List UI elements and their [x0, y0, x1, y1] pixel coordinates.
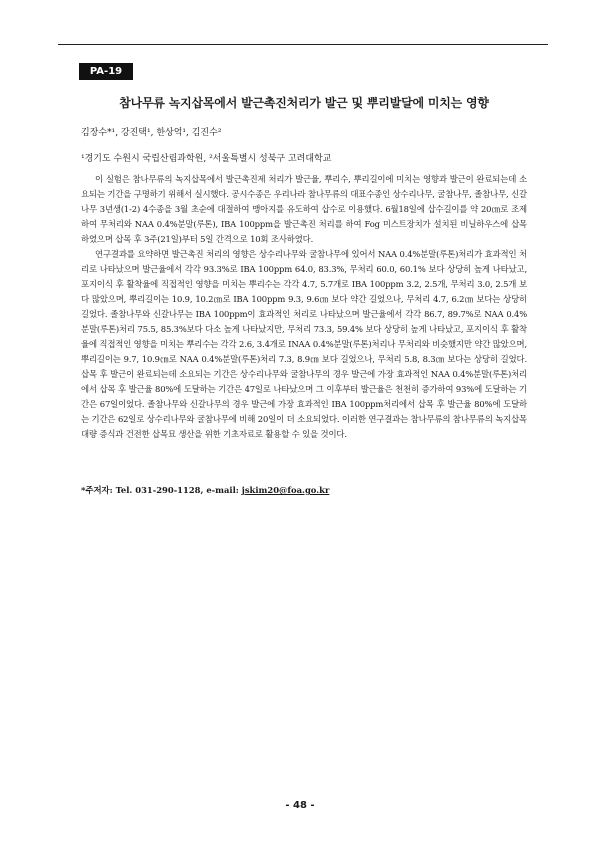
abstract-paragraph: 이 실험은 참나무류의 녹지삽목에서 발근촉진제 처리가 발근율, 뿌리수, 뿌리길이에 미치는 영향과 발근이 완료되는데 소요되는 기간을 구명하기 위해서 실시했다. 공시수종은 우리나라 참나무류의 대표수종인 상수리나무, 굴참나무, 졸참나무, 신갈나무 3년생(1-2) 4수종을 3월 초순에 대절하여 맹아지를 유도하여 삽수로 이용했다. 6월18일에 삽수길이를 약 20㎝로 조제하여 무처리와 NAA 0.4%분말(루톤), IBA 100ppm을 발근촉진 처리를 하여 Fog 미스트장치가 설치된 비닐하우스에 삽목하였으며 삽목 후 3주(21일)부터 5일 간격으로 10회 조사하였다. [81, 174, 527, 244]
corresponding-author-contact [81, 484, 329, 496]
abstract-body [81, 172, 527, 442]
paper-title: 참나무류 녹지삽목에서 발근촉진처리가 발근 및 뿌리발달에 미치는 영향 [119, 96, 489, 110]
author-list: 김장수*¹, 강진택¹, 한상억¹, 김진수² [81, 128, 222, 138]
top-rule [58, 44, 548, 45]
contact-details: *주저자: Tel. 031-290-1128, e-mail: [81, 485, 242, 495]
session-badge: PA-19 [79, 63, 133, 80]
abstract-paragraph: 연구결과를 요약하면 발근촉진 처리의 영향은 상수리나무와 굴참나무에 있어서 NAA 0.4%분말(루톤)처리가 효과적인 처리로 나타났으며 발근율에서 각각 93.3%로 IBA 100ppm 64.0, 83.3%, 무처리 60.0, 60.1% 보다 상당히 높게 나타났고, 포지이식 후 활착율에 직접적인 영향을 미치는 뿌리수는 각각 4.7, 5.7개로 IBA 100ppm 3.2, 2.5개, 무처리 3.0, 2.5개 보다 많았으며, 뿌리길이는 10.9, 10.2㎝로 IBA 100ppm 9.3, 9.6㎝ 보다 약간 길었으나, 무처리 4.7, 6.2㎝ 보다는 상당히 길었다. 졸참나무와 신갈나무는 IBA 100ppm이 효과적인 처리로 나타났으며 발근율에서 각각 86.7, 89.7%로 NAA 0.4%분말(루톤)처리 75.5, 85.3%보다 다소 높게 나타났지만, 무처리 73.3, 59.4% 보다 상당히 높게 나타났고, 포지이식 후 활착율에 직접적인 영향을 미치는 뿌리수는 각각 2.6, 3.4개로 INAA 0.4%분말(루톤)처리나 무처리와 비슷했지만 약간 많았으며, 뿌리길이는 9.7, 10.9㎝로 NAA 0.4%분말(루톤)처리 7.3, 8.9㎝ 보다 길었으나, 무처리 5.8, 8.3㎝ 보다는 상당히 길었다. 삽목 후 발근이 완료되는데 소요되는 기간은 상수리나무와 굴참나무의 경우 발근에 가장 효과적인 NAA 0.4%분말(루톤)처리에서 삽목 후 발근율 80%에 도달하는 기간은 47일로 나타났으며 그 이후부터 발근율은 천천히 증가하여 93%에 도달하는 기간은 67일이었다. 졸참나무와 신갈나무의 경우 발근에 가장 효과적인 IBA 100ppm처리에서 삽목 후 발근율 80%에 도달하는 기간은 62일로 상수리나무와 굴참나무에 비해 20일이 더 소요되었다. 이러한 연구결과는 참나무류의 참나무류의 녹지삽목 대량 증식과 건전한 삽목묘 생산을 위한 기초자료로 활용할 수 있을 것이다. [81, 249, 527, 439]
affiliations: ¹경기도 수원시 국립산림과학원, ²서울특별시 성북구 고려대학교 [81, 154, 332, 164]
page-number: - 48 - [285, 800, 315, 811]
email-link[interactable]: jskim20@foa.go.kr [241, 485, 330, 495]
